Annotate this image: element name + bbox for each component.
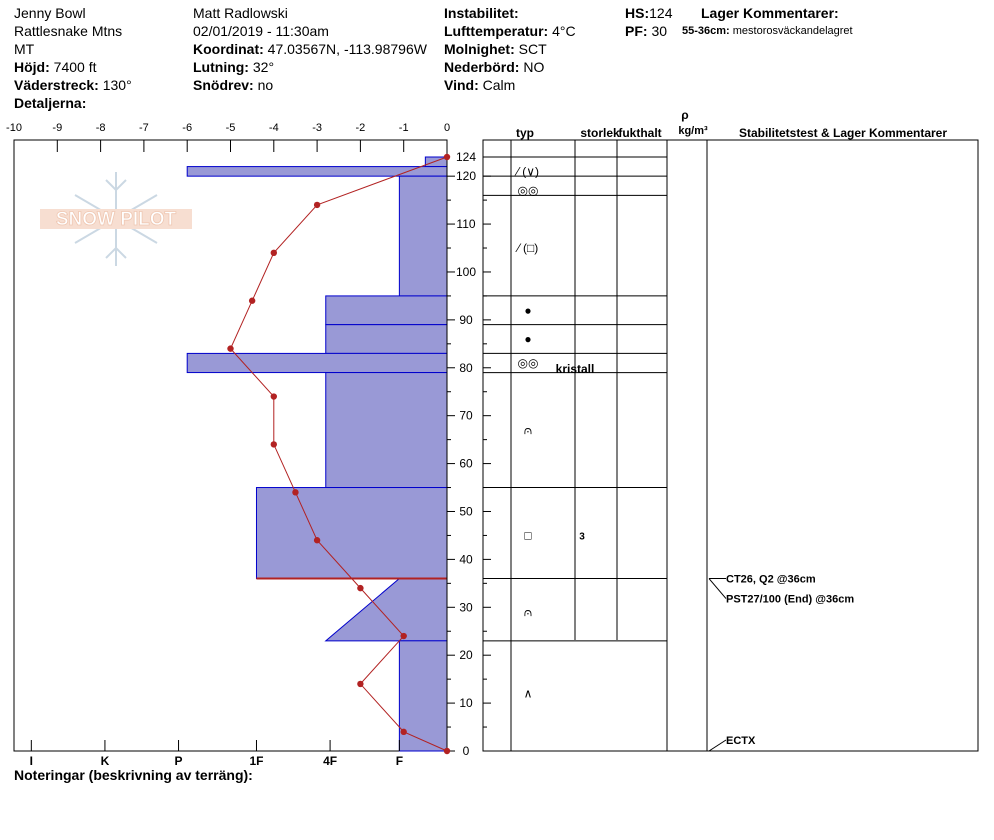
grain-symbol-9: ∧ xyxy=(523,686,533,701)
grain-symbol-3: ● xyxy=(524,303,532,318)
stability-label-1: PST27/100 (End) @36cm xyxy=(726,593,855,606)
mountain-range: Rattlesnake Mtns xyxy=(14,23,123,39)
hardness-layer-2 xyxy=(399,176,447,296)
wind-label: Vind: xyxy=(444,77,479,93)
temp-tick-label-8: -2 xyxy=(355,122,366,134)
header-rho: ρ xyxy=(681,108,689,122)
elevation-label: Höjd: xyxy=(14,59,50,75)
temperature-point-10 xyxy=(401,633,407,639)
coordinate-value: 47.03567N, -113.98796W xyxy=(267,41,427,57)
temperature-point-0 xyxy=(444,154,450,160)
header-storlek: storlek xyxy=(580,126,620,140)
depth-tick-label-1: 10 xyxy=(459,696,473,711)
temp-tick-label-0: -10 xyxy=(6,122,22,134)
depth-axis xyxy=(447,140,491,758)
temp-tick-label-1: -9 xyxy=(52,122,63,134)
notes-label: Noteringar (beskrivning av terräng): xyxy=(14,767,253,783)
temperature-point-12 xyxy=(401,729,407,735)
hardness-layer-8 xyxy=(326,579,447,641)
depth-tick-label-3: 30 xyxy=(459,600,473,615)
temp-tick-label-9: -1 xyxy=(398,122,409,134)
grain-symbol-7: □ xyxy=(524,528,532,543)
temperature-point-6 xyxy=(271,441,277,447)
hardness-layer-3 xyxy=(326,296,447,325)
header-kristall: kristall xyxy=(555,362,595,376)
hardness-layer-6 xyxy=(326,373,447,488)
grain-symbol-2: ⁄ (□) xyxy=(517,241,539,256)
depth-tick-label-6: 60 xyxy=(459,456,473,471)
location: Jenny Bowl xyxy=(14,5,86,21)
layer-comments-label: Lager Kommentarer: xyxy=(701,5,839,21)
hardness-tick-label-2: P xyxy=(174,754,183,768)
depth-tick-label-9: 90 xyxy=(459,312,473,327)
temperature-point-4 xyxy=(227,345,233,351)
temp-tick-label-4: -6 xyxy=(182,122,193,134)
temperature-point-11 xyxy=(357,681,363,687)
hs-value: 124 xyxy=(649,5,673,21)
temp-tick-label-6: -4 xyxy=(268,122,279,134)
depth-tick-label-8: 80 xyxy=(459,360,473,375)
depth-tick-label-7: 70 xyxy=(459,408,473,423)
hardness-tick-label-3: 1F xyxy=(249,754,264,768)
hardness-tick-label-5: F xyxy=(395,754,404,768)
temperature-point-1 xyxy=(314,202,320,208)
layer-comment-text: mestorosväckandelagret xyxy=(732,25,853,37)
temperature-point-7 xyxy=(292,489,298,495)
hardness-layer-5 xyxy=(187,353,447,372)
watermark-text: SNOW PILOT xyxy=(55,209,177,230)
hardness-axis xyxy=(30,740,403,768)
grain-size-0: 3 xyxy=(579,531,585,543)
pf-value: 30 xyxy=(651,23,668,39)
header-rho-unit: kg/m³ xyxy=(678,125,708,137)
grain-symbol-5: ◎◎ xyxy=(517,355,539,370)
hardness-tick-label-1: K xyxy=(100,754,110,768)
temperature-point-3 xyxy=(249,298,255,304)
hardness-layer-4 xyxy=(326,325,447,354)
airtemp-label: Lufttemperatur: xyxy=(444,23,549,39)
header-stability: Stabilitetstest & Lager Kommentarer xyxy=(738,126,948,140)
depth-tick-label-0: 0 xyxy=(462,744,470,758)
hardness-layer-9 xyxy=(399,641,447,751)
airtemp-value: 4°C xyxy=(552,23,576,39)
layer-table-frame xyxy=(483,140,978,751)
grain-symbol-1: ◎◎ xyxy=(517,183,539,198)
slope-label: Lutning: xyxy=(193,59,249,75)
grain-symbol-8: ⩀ xyxy=(523,605,533,620)
depth-tick-label-11: 110 xyxy=(456,217,476,232)
header-fukthalt: fukthalt xyxy=(618,126,662,140)
depth-tick-label-2: 20 xyxy=(459,648,473,663)
observer: Matt Radlowski xyxy=(193,5,288,21)
grain-symbol-4: ● xyxy=(524,332,532,347)
grain-symbol-6: ⩀ xyxy=(523,423,533,438)
hardness-tick-label-4: 4F xyxy=(323,754,338,768)
coordinate-label: Koordinat: xyxy=(193,41,264,57)
layer-comment-range: 55-36cm: xyxy=(682,25,730,37)
slope-value: 32° xyxy=(252,59,275,75)
hs-label: HS: xyxy=(625,5,650,21)
drift-value: no xyxy=(257,77,274,93)
datetime: 02/01/2019 - 11:30am xyxy=(193,23,329,39)
temp-tick-label-10: 0 xyxy=(443,122,451,134)
hardness-layer-7 xyxy=(256,488,447,579)
state: MT xyxy=(14,41,35,57)
grain-symbol-0: ⁄ (∨) xyxy=(516,164,540,179)
wind-value: Calm xyxy=(482,77,516,93)
temperature-point-2 xyxy=(271,250,277,256)
details-label: Detaljerna: xyxy=(14,95,87,111)
stability-label-2: ECTX xyxy=(726,735,756,747)
temperature-point-5 xyxy=(271,393,277,399)
temperature-point-8 xyxy=(314,537,320,543)
temp-tick-label-5: -5 xyxy=(225,122,236,134)
temperature-point-13 xyxy=(444,748,450,754)
elevation-value: 7400 ft xyxy=(53,59,97,75)
header-typ: typ xyxy=(516,126,534,140)
stability-test-labels xyxy=(709,574,854,751)
pf-label: PF: xyxy=(625,23,648,39)
temp-tick-label-7: -3 xyxy=(312,122,322,134)
precip-label: Nederbörd: xyxy=(444,59,520,75)
depth-tick-label-4: 40 xyxy=(459,552,473,567)
sky-label: Molnighet: xyxy=(444,41,515,57)
temp-tick-label-2: -8 xyxy=(95,122,106,134)
temp-tick-label-3: -7 xyxy=(139,122,149,134)
snowflake-logo xyxy=(40,172,192,266)
depth-tick-label-10: 100 xyxy=(455,264,477,279)
depth-tick-label-13: 124 xyxy=(455,150,477,164)
aspect-label: Väderstreck: xyxy=(14,77,99,93)
instability-label: Instabilitet: xyxy=(444,5,519,21)
aspect-value: 130° xyxy=(102,77,132,93)
stability-pointer-1 xyxy=(709,579,726,599)
stability-label-0: CT26, Q2 @36cm xyxy=(726,573,816,586)
hardness-tick-label-0: I xyxy=(29,754,33,768)
stability-pointer-2 xyxy=(709,740,726,751)
hardness-layers xyxy=(187,157,447,751)
sky-value: SCT xyxy=(518,41,547,57)
depth-tick-label-12: 120 xyxy=(455,169,477,184)
temperature-axis xyxy=(6,122,450,152)
depth-tick-label-5: 50 xyxy=(459,504,473,519)
drift-label: Snödrev: xyxy=(193,77,254,93)
precip-value: NO xyxy=(523,59,545,75)
temperature-point-9 xyxy=(357,585,363,591)
